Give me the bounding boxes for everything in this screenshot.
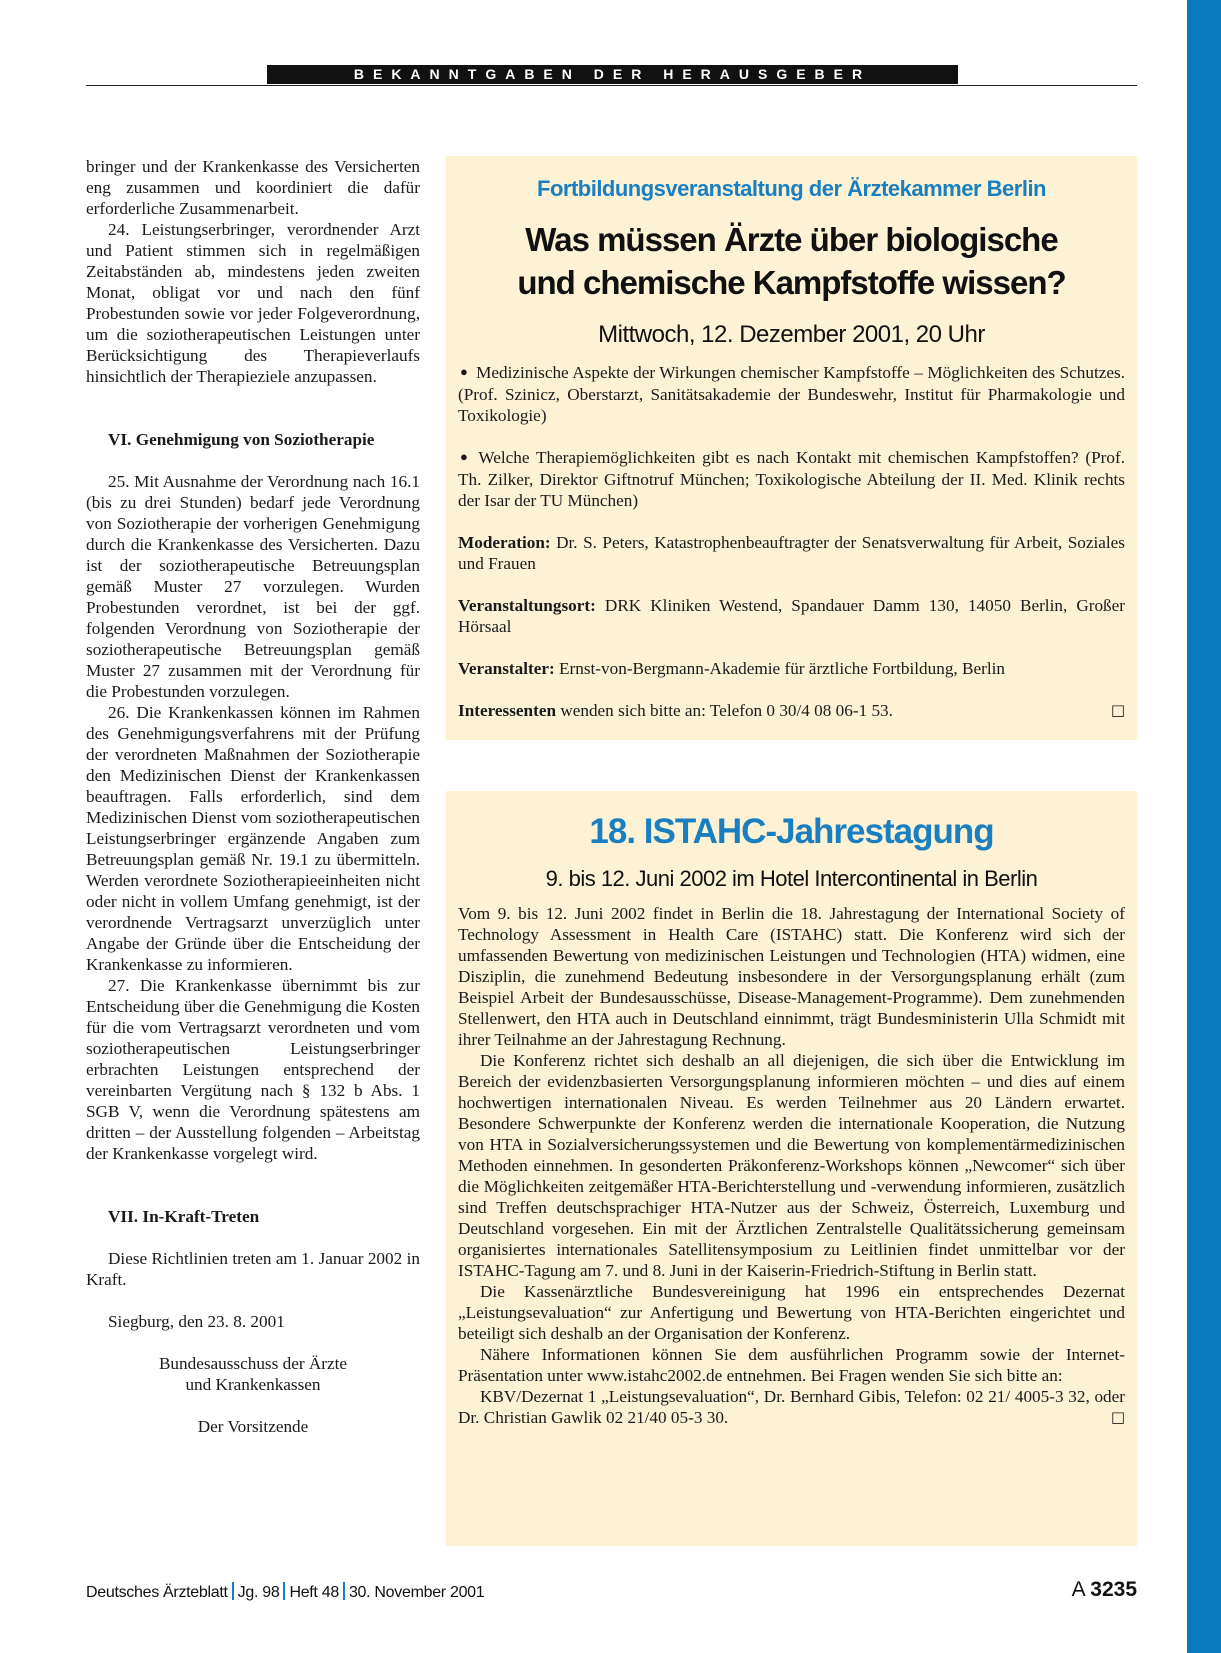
paragraph-continuation: bringer und der Krankenkasse des Versicherten eng zusammen und koordiniert die dafür erforderliche Zusammenarbeit. (86, 157, 420, 218)
paragraph-in-kraft: Diese Richtlinien treten am 1. Januar 2002 in Kraft. (86, 1249, 420, 1289)
paragraph-24: 24. Leistungserbringer, verordnender Arzt und Patient stimmen sich in regelmäßigen Zeitabständen ab, mindestens jeden zweiten Monat, obligat vor und nach den fünf Probestunden sowie vor jeder Folgeverordnung, um die soziotherapeutischen Leistungen unter Berücksichtigung des Therapieverlaufs hinsichtlich der Therapieziele anzupassen. (86, 220, 420, 386)
organizer-label: Veranstalter: (458, 659, 555, 678)
istahc-title: 18. ISTAHC-Jahrestagung (589, 812, 994, 851)
paragraph-25: 25. Mit Ausnahme der Verordnung nach 16.1 (bis zu drei Stunden) bedarf jede Verordnung von Soziotherapie der vorherigen Genehmigung durch die Krankenkasse des Versicherten. Dazu ist der soziotherapeutische Betreuungsplan gemäß Muster 27 vorzulegen. Wurden Probestunden verordnet, ist bei der ggf. folgenden Verordnung von Soziotherapie der soziotherapeutische Betreuungsplan gemäß Muster 27 zusammen mit der Verordnung für die Probestunden vorzulegen. (86, 472, 420, 701)
istahc-contact-text: KBV/Dezernat 1 „Leistungsevaluation“, Dr. Bernhard Gibis, Telefon: 02 21/ 4005-3 32, oder Dr. Christian Gawlik 02 21/40 05-3 30. (458, 1387, 1125, 1427)
event-title-line-2: und chemische Kampfstoffe wissen? (517, 264, 1066, 301)
section-heading-7: VII. In-Kraft-Treten (108, 1207, 260, 1226)
venue-info (458, 595, 1125, 637)
page-number-value: 3235 (1090, 1578, 1137, 1601)
moderation-label: Moderation: (458, 533, 551, 552)
event-title (458, 218, 1125, 304)
side-color-bar (1187, 0, 1221, 1653)
journal-issue: Heft 48 (289, 1584, 339, 1601)
issue-date: 30. November 2001 (348, 1584, 485, 1601)
moderation-info (458, 532, 1125, 574)
signature-line-3: Der Vorsitzende (197, 1417, 309, 1436)
signature-line-2: und Krankenkassen (185, 1375, 321, 1394)
venue-label: Veranstaltungsort: (458, 596, 596, 615)
moderation-text: Dr. S. Peters, Katastrophenbeauftragter der Senatsverwaltung für Arbeit, Soziales und Frauen (458, 533, 1125, 573)
left-column (86, 156, 420, 1437)
contact-label: Interessenten (458, 701, 557, 720)
footer-separator (283, 1582, 285, 1600)
event-kicker: Fortbildungsveranstaltung der Ärztekammer Berlin (537, 176, 1046, 201)
istahc-paragraph-1: Vom 9. bis 12. Juni 2002 findet in Berlin die 18. Jahrestagung der International Society of Technology Assessment in Health Care (ISTAHC) statt. Die Konferenz wird sich der umfassenden Bewertung von medizinischen Leistungen und Technologien (HTA) widmen, eine Disziplin, die zunehmend Bedeutung insbesondere in der Versorgungsplanung erhält (zum Beispiel Arbeit der Bundesausschüsse, Disease-Management-Programme). Dem zunehmenden Stellenwert, den HTA auch in Deutschland einnimmt, trägt Bundesministerin Ulla Schmidt mit ihrer Teilnahme an der Jahrestagung Rechnung. (458, 904, 1125, 1049)
signature-line-1: Bundesausschuss der Ärzte (158, 1354, 348, 1373)
header-rule (86, 85, 1137, 86)
program-item-1: ● Medizinische Aspekte der Wirkungen chemischer Kampfstoffe – Möglichkeiten des Schutzes. (Prof. Szinicz, Oberstarzt, Sanitätsakademie der Bundeswehr, Institut für Pharmakologie und Toxikologie) (458, 362, 1125, 426)
page-prefix: A (1071, 1578, 1085, 1601)
istahc-paragraph-2: Die Konferenz richtet sich deshalb an all diejenigen, die sich über die Entwicklung im Bereich der evidenzbasierten Versorgungsplanung informieren möchten – und dies auf einem hochwertigen internationalen Niveau. Es werden Teilnehmer aus 20 Ländern erwartet. Besondere Schwerpunkte der Konferenz werden die internationale Kooperation, die Nutzung von HTA in Sozialversicherungssystemen und die Bewertung von komplementärmedizinischen Methoden einnehmen. In gesonderten Präkonferenz-Workshops können „Newcomer“ sich über die Möglichkeiten zeitgemäßer HTA-Berichterstellung und -verwendung informieren, zusätzlich sind Treffen deutschsprachiger HTA-Nutzer aus der Schweiz, Österreich, Luxemburg und Deutschland vorgesehen. Ein mit der Ärztlichen Zentralstelle Qualitätssicherung gemeinsam organisiertes internationales Satellitensymposium zu Leitlinien findet unmittelbar vor der ISTAHC-Tagung am 7. und 8. Juni in der Kaiserin-Friedrich-Stiftung in Berlin statt. (458, 1051, 1125, 1280)
footer-citation (86, 1582, 484, 1602)
event-box-istahc (446, 791, 1137, 1546)
journal-name: Deutsches Ärzteblatt (86, 1584, 228, 1601)
istahc-paragraph-5 (458, 1386, 1125, 1428)
section-heading-6: VI. Genehmigung von Soziotherapie (108, 430, 375, 449)
page-number (1072, 1578, 1137, 1602)
istahc-subtitle: 9. bis 12. Juni 2002 im Hotel Intercontinental in Berlin (545, 866, 1038, 891)
section-header: BEKANNTGABEN DER HERAUSGEBER (267, 65, 958, 84)
istahc-paragraph-3: Die Kassenärztliche Bundesvereinigung hat 1996 ein entsprechendes Dezernat „Leistungsevaluation“ zur Anfertigung und Bewertung von HTA-Berichten eingerichtet und beteiligt sich deshalb an der Organisation der Konferenz. (458, 1282, 1125, 1343)
event-title-line-1: Was müssen Ärzte über biologische (525, 221, 1058, 258)
program-item-2: ● Welche Therapiemöglichkeiten gibt es nach Kontakt mit chemischen Kampfstoffen? (Prof. Th. Zilker, Direktor Giftnotruf München; Toxikologische Abteilung der II. Med. Klinik rechts der Isar der TU München) (458, 447, 1125, 511)
contact-text: wenden sich bitte an: Telefon 0 30/4 08 06-1 53. (556, 701, 893, 720)
journal-volume: Jg. 98 (237, 1584, 280, 1601)
event-date: Mittwoch, 12. Dezember 2001, 20 Uhr (598, 321, 985, 348)
istahc-paragraph-4: Nähere Informationen können Sie dem ausführlichen Programm sowie der Internet-Präsentation unter www.istahc2002.de entnehmen. Bei Fragen wenden Sie sich bitte an: (458, 1345, 1125, 1385)
contact-info (458, 700, 1125, 721)
venue-text: DRK Kliniken Westend, Spandauer Damm 130, 14050 Berlin, Großer Hörsaal (458, 596, 1125, 636)
organizer-text: Ernst-von-Bergmann-Akademie für ärztliche Fortbildung, Berlin (554, 659, 1005, 678)
place-date: Siegburg, den 23. 8. 2001 (108, 1312, 285, 1331)
footer-separator (343, 1582, 345, 1600)
end-mark: □ (1110, 1408, 1125, 1426)
page-footer (86, 1578, 1137, 1604)
event-box-kampfstoffe (446, 156, 1137, 740)
paragraph-27: 27. Die Krankenkasse übernimmt bis zur Entscheidung über die Genehmigung die Kosten für die vom Vertragsarzt verordneten und vom soziotherapeutischen Leistungserbringer erbrachten Leistungen entsprechend der vereinbarten Vergütung nach § 132 b Abs. 1 SGB V, wenn die Verordnung spätestens am dritten – der Ausstellung folgenden – Arbeitstag der Krankenkasse vorgelegt wird. (86, 976, 420, 1163)
paragraph-26: 26. Die Krankenkassen können im Rahmen des Genehmigungsverfahrens mit der Prüfung der verordneten Maßnahmen der Soziotherapie den Medizinischen Dienst der Krankenkassen beauftragen. Falls erforderlich, sind dem Medizinischen Dienst vom soziotherapeutischen Leistungserbringer ergänzende Angaben zum Betreuungsplan gemäß Nr. 19.1 zu übermitteln. Werden verordnete Soziotherapieeinheiten nicht oder nicht in vollem Umfang genehmigt, ist der verordnende Vertragsarzt unverzüglich unter Angabe der Gründe über die Entscheidung der Krankenkasse zu informieren. (86, 703, 420, 974)
footer-separator (232, 1582, 234, 1600)
end-mark: □ (1110, 701, 1125, 719)
organizer-info (458, 658, 1125, 679)
